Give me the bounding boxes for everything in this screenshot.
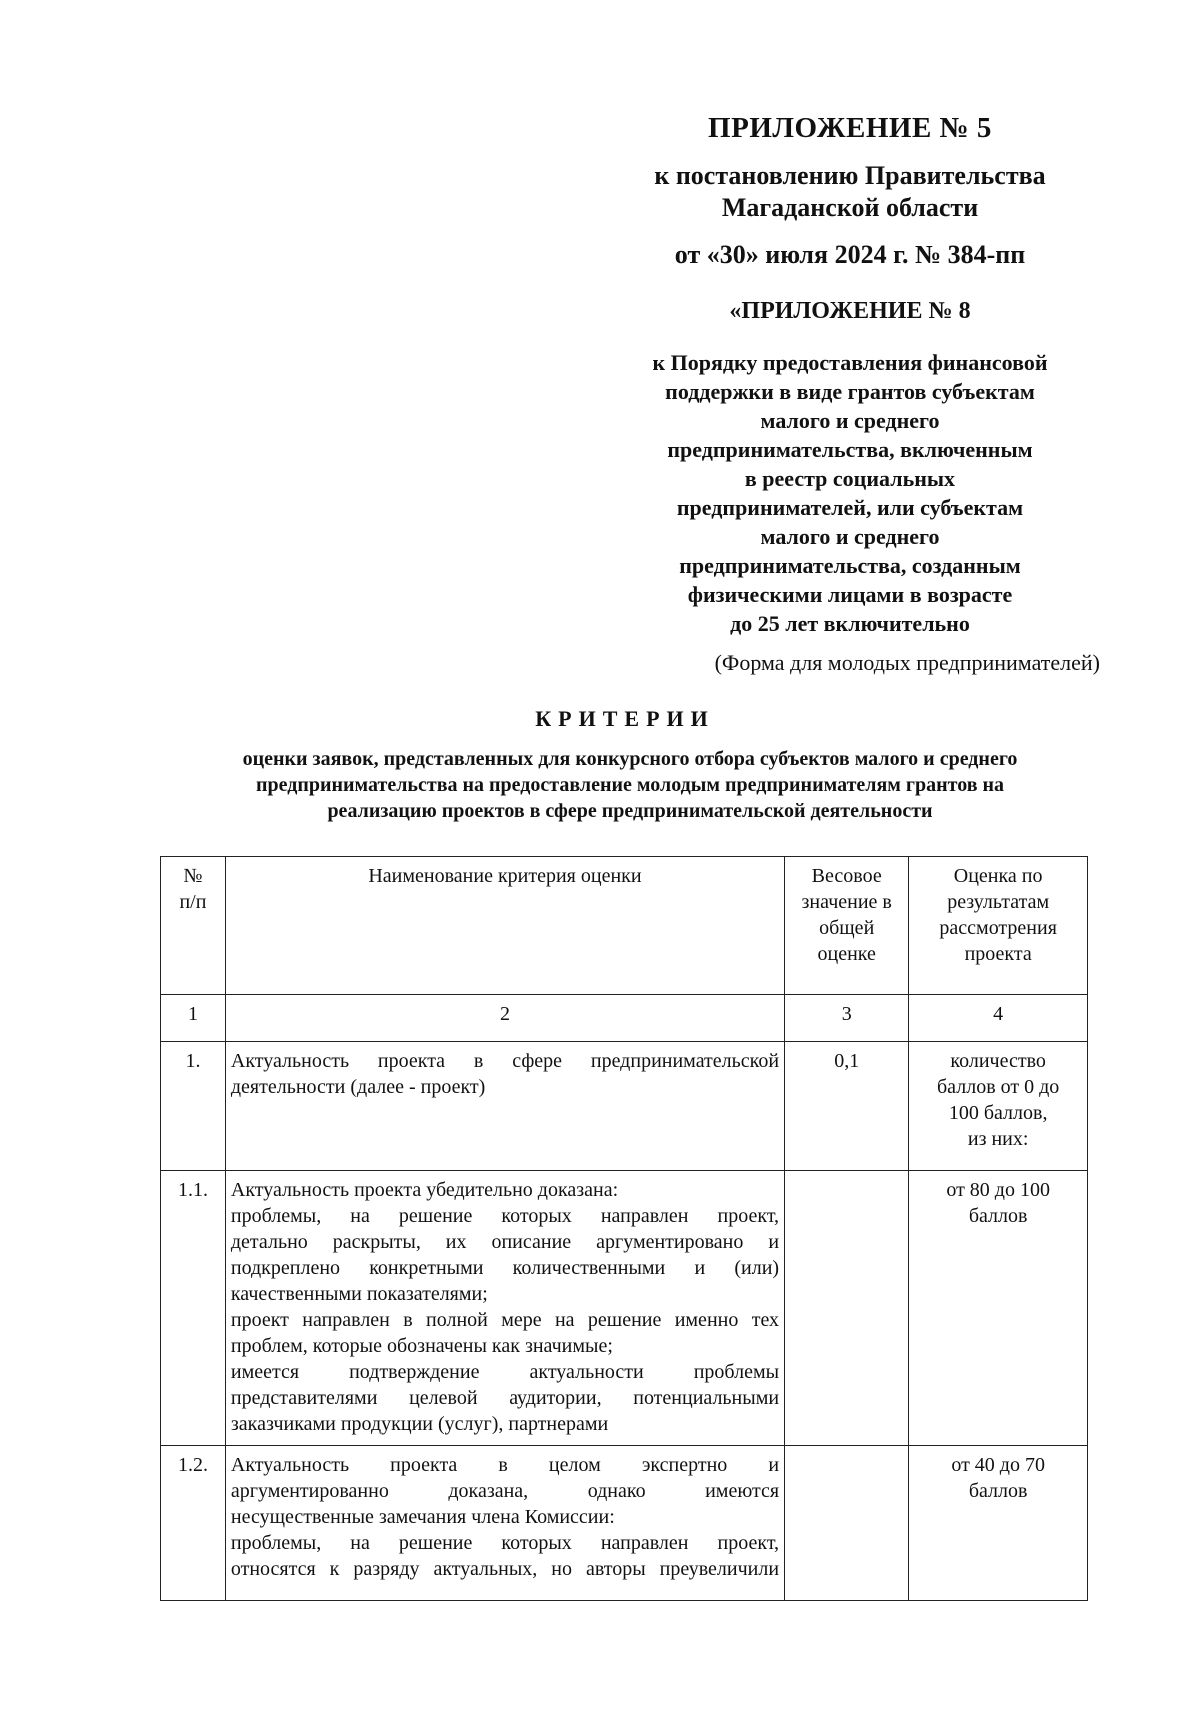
criterion-line: качественными показателями; — [230, 1283, 488, 1305]
header-score-line: результатам — [947, 891, 1050, 913]
criterion-line: заказчиками продукции (услуг), партнерами — [230, 1413, 609, 1435]
header-num-line: п/п — [179, 891, 207, 913]
column-index: 2 — [225, 995, 784, 1042]
criterion-line: Актуальность проекта в целом экспертно и — [230, 1454, 780, 1476]
row-number: 1. — [161, 1042, 226, 1171]
decree-date: от «30» июля 2024 г. № 384-пп — [674, 240, 1026, 269]
criterion-line: представителями целевой аудитории, потенциальными — [230, 1387, 780, 1409]
criterion-score — [909, 1042, 1088, 1171]
header-weight — [785, 857, 909, 995]
header-num — [161, 857, 226, 995]
row-number: 1.1. — [161, 1171, 226, 1446]
form-note: (Форма для молодых предпринимателей) — [714, 650, 1100, 675]
criterion-name — [225, 1171, 784, 1446]
header-score-line: проекта — [964, 943, 1032, 965]
criterion-line: деятельности (далее - проект) — [230, 1076, 486, 1098]
subtitle-line: предпринимательства на предоставление молодым предпринимателям грантов на — [255, 774, 1005, 796]
appendix-title: ПРИЛОЖЕНИЕ № 5 — [708, 112, 992, 144]
score-line: от 80 до 100 — [946, 1179, 1050, 1201]
score-line: баллов от 0 до — [937, 1076, 1060, 1098]
criterion-line: Актуальность проекта в сфере предпринимательской — [230, 1050, 780, 1072]
column-index-row — [161, 995, 1088, 1042]
score-line: баллов — [968, 1205, 1028, 1227]
header-weight-line: значение в — [801, 891, 892, 913]
column-index: 1 — [161, 995, 226, 1042]
score-line: 100 баллов, — [948, 1102, 1048, 1124]
criterion-line: подкреплено конкретными количественными и (или) — [230, 1257, 780, 1279]
criterion-line: несущественные замечания члена Комиссии: — [230, 1506, 615, 1528]
table-row — [161, 1171, 1088, 1446]
document-subtitle — [140, 746, 1120, 824]
criterion-line: Актуальность проекта убедительно доказана: — [230, 1179, 619, 1201]
procedure-line: к Порядку предоставления финансовой — [652, 350, 1048, 375]
decree-reference-line: к постановлению Правительства — [654, 161, 1046, 190]
header-score-line: рассмотрения — [939, 917, 1057, 939]
decree-reference — [600, 160, 1100, 224]
procedure-line: в реестр социальных — [744, 466, 956, 491]
score-line: количество — [950, 1050, 1046, 1072]
header-score — [909, 857, 1088, 995]
document-title: КРИТЕРИИ — [535, 706, 715, 731]
row-number: 1.2. — [161, 1446, 226, 1601]
procedure-line: предпринимательства, созданным — [679, 553, 1021, 578]
procedure-line: малого и среднего — [760, 524, 940, 549]
criterion-line: относятся к разряду актуальных, но авторы преувеличили — [230, 1558, 780, 1580]
procedure-line: до 25 лет включительно — [730, 611, 970, 636]
procedure-line: предпринимателей, или субъектам — [676, 495, 1024, 520]
score-line: из них: — [967, 1128, 1029, 1150]
column-index: 4 — [909, 995, 1088, 1042]
appendix-8-title: «ПРИЛОЖЕНИЕ № 8 — [729, 298, 971, 324]
decree-reference-line: Магаданской области — [721, 193, 979, 222]
criteria-table — [160, 856, 1088, 1601]
criterion-score — [909, 1446, 1088, 1601]
header-num-line: № — [183, 865, 203, 887]
procedure-line: предпринимательства, включенным — [667, 437, 1033, 462]
subtitle-line: оценки заявок, представленных для конкурсного отбора субъектов малого и среднего — [242, 748, 1018, 770]
criterion-line: проблемы, на решение которых направлен проект, — [230, 1532, 780, 1554]
criterion-weight: 0,1 — [785, 1042, 909, 1171]
table-header-row — [161, 857, 1088, 995]
procedure-line: малого и среднего — [760, 408, 940, 433]
criterion-weight — [785, 1446, 909, 1601]
score-line: от 40 до 70 — [951, 1454, 1045, 1476]
header-weight-line: оценке — [817, 943, 876, 965]
criterion-name — [225, 1042, 784, 1171]
header-name: Наименование критерия оценки — [225, 857, 784, 995]
header-weight-line: общей — [819, 917, 875, 939]
header-weight-line: Весовое — [811, 865, 882, 887]
subtitle-line: реализацию проектов в сфере предпринимательской деятельности — [327, 800, 933, 822]
criterion-line: аргументированно доказана, однако имеются — [230, 1480, 780, 1502]
criterion-score — [909, 1171, 1088, 1446]
score-line: баллов — [968, 1480, 1028, 1502]
procedure-reference — [600, 348, 1100, 638]
procedure-line: поддержки в виде грантов субъектам — [665, 379, 1035, 404]
table-row — [161, 1042, 1088, 1171]
criterion-line: имеется подтверждение актуальности проблемы — [230, 1361, 780, 1383]
criterion-line: проблем, которые обозначены как значимые; — [230, 1335, 613, 1357]
criterion-name — [225, 1446, 784, 1601]
criterion-line: детально раскрыты, их описание аргументировано и — [230, 1231, 780, 1253]
criterion-line: проблемы, на решение которых направлен проект, — [230, 1205, 780, 1227]
header-score-line: Оценка по — [953, 865, 1043, 887]
criterion-weight — [785, 1171, 909, 1446]
table-row — [161, 1446, 1088, 1601]
column-index: 3 — [785, 995, 909, 1042]
procedure-line: физическими лицами в возрасте — [687, 582, 1013, 607]
criterion-line: проект направлен в полной мере на решение именно тех — [230, 1309, 780, 1331]
